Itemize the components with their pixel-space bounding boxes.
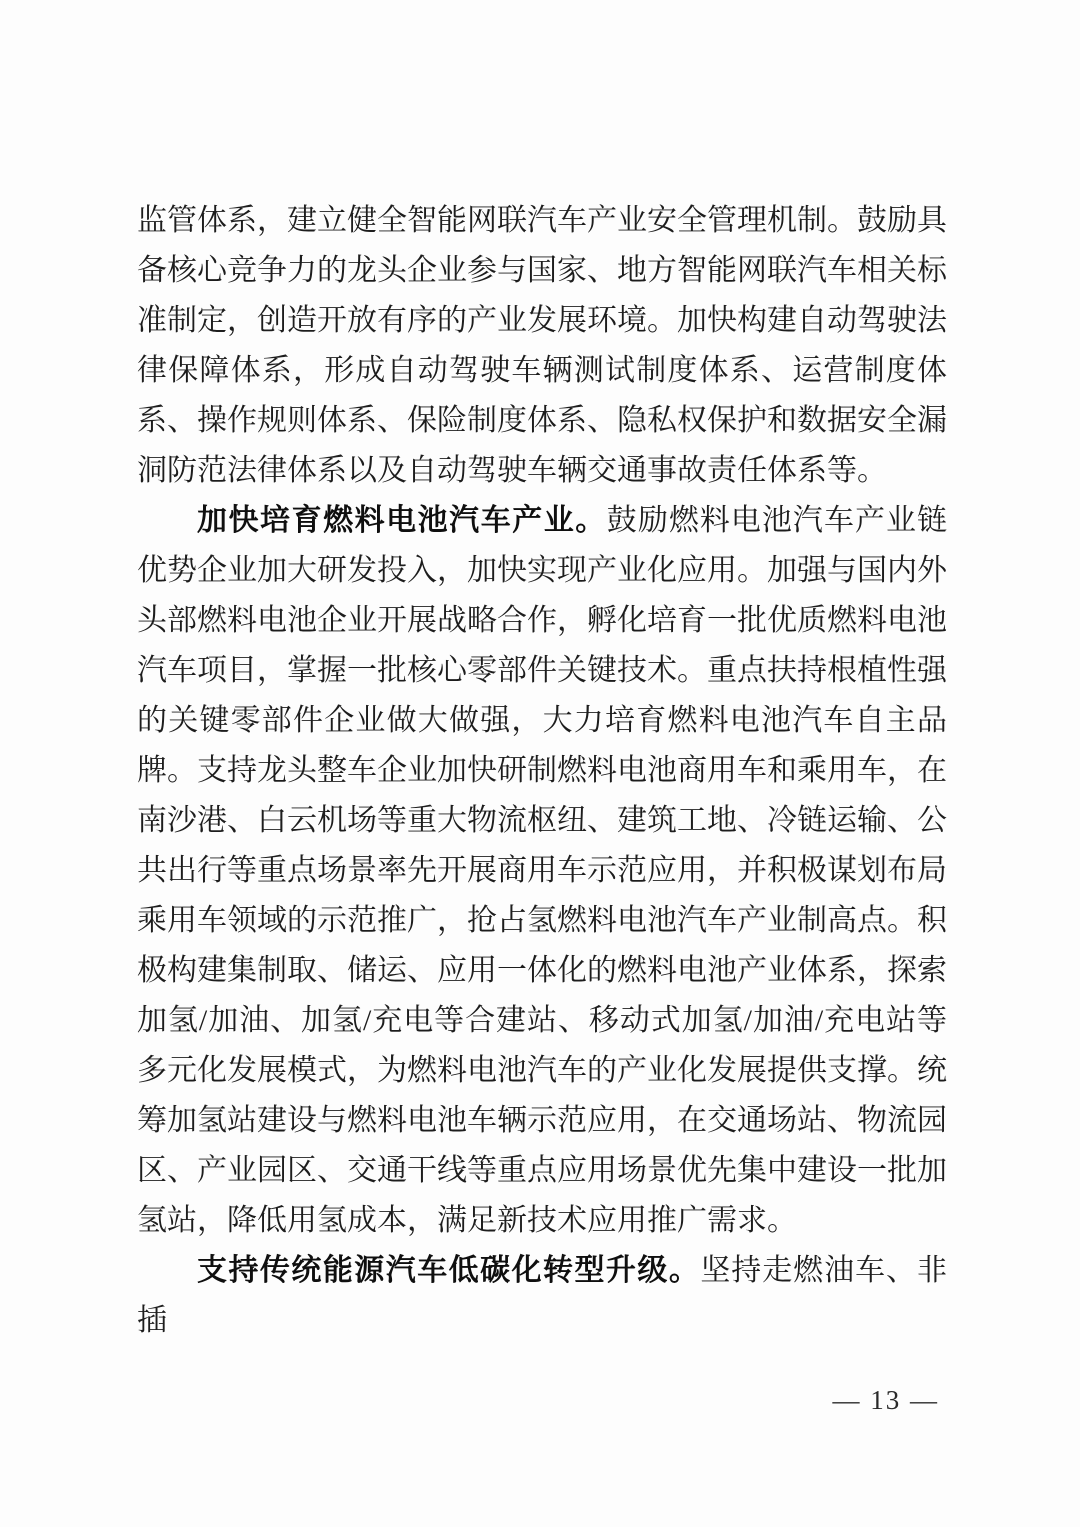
paragraph-text: 鼓励燃料电池汽车产业链优势企业加大研发投入，加快实现产业化应用。加强与国内外头部燃料电池企业开展战略合作，孵化培育一批优质燃料电池汽车项目，掌握一批核心零部件关键技术。重点扶持根植性强的关键零部件企业做大做强，大力培育燃料电池汽车自主品牌。支持龙头整车企业加快研制燃料电池商用车和乘用车，在南沙港、白云机场等重大物流枢纽、建筑工地、冷链运输、公共出行等重点场景率先开展商用车示范应用，并积极谋划布局乘用车领域的示范推广，抢占氢燃料电池汽车产业制高点。积极构建集制取、储运、应用一体化的燃料电池产业体系，探索加氢/加油、加氢/充电等合建站、移动式加氢/加油/充电站等多元化发展模式，为燃料电池汽车的产业化发展提供支撑。统筹加氢站建设与燃料电池车辆示范应用，在交通场站、物流园区、产业园区、交通干线等重点应用场景优先集中建设一批加氢站，降低用氢成本，满足新技术应用推广需求。 [137,504,948,1237]
paragraph-text: 监管体系，建立健全智能网联汽车产业安全管理机制。鼓励具备核心竞争力的龙头企业参与国家、地方智能网联汽车相关标准制定，创造开放有序的产业发展环境。加快构建自动驾驶法律保障体系，形成自动驾驶车辆测试制度体系、运营制度体系、操作规则体系、保险制度体系、隐私权保护和数据安全漏洞防范法律体系以及自动驾驶车辆交通事故责任体系等。 [137,204,947,487]
paragraph-fuel-cell-industry [137,496,947,1246]
page-number: — 13 — [832,1385,939,1415]
paragraph-text: 坚持走燃油车、非插 [137,1254,948,1337]
paragraph-traditional-energy-vehicles [137,1246,947,1346]
document-body-text [137,196,947,1346]
paragraph-bold-lead: 支持传统能源汽车低碳化转型升级。 [197,1254,701,1287]
paragraph-bold-lead: 加快培育燃料电池汽车产业。 [197,504,607,537]
paragraph-regulation-system [137,196,947,496]
